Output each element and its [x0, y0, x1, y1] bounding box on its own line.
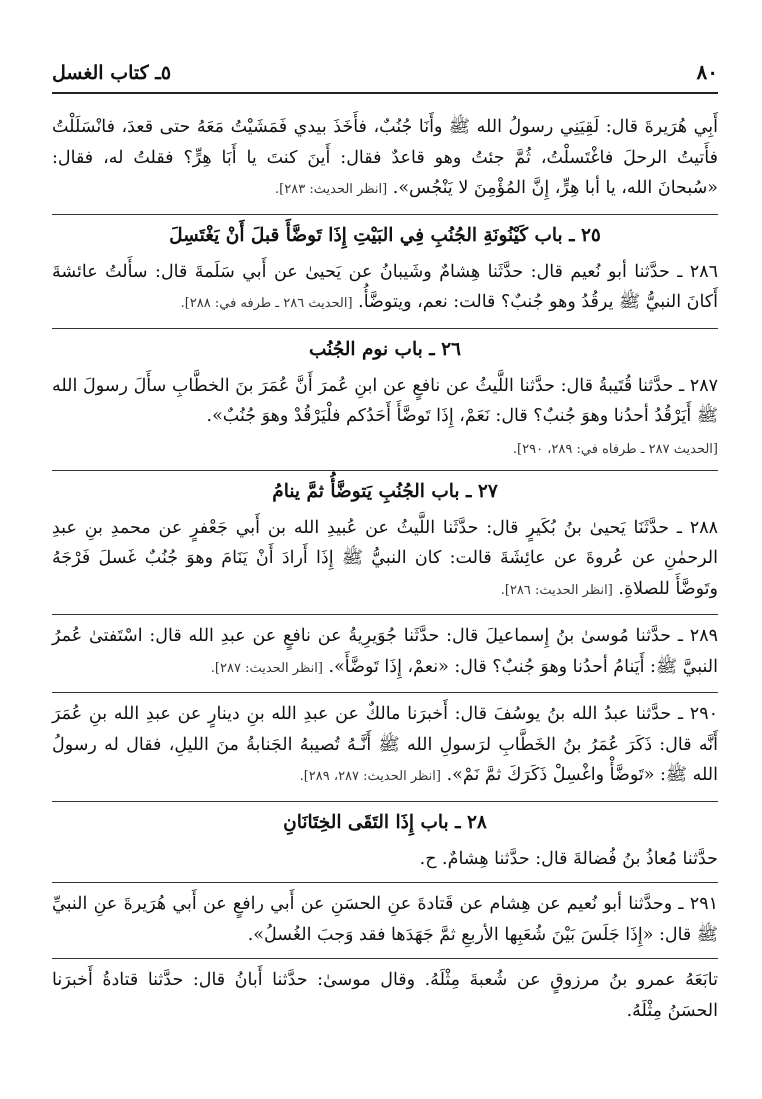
- chapter-title: ٥ـ كتاب الغسل: [52, 62, 172, 84]
- intro-paragraph: [52, 112, 718, 206]
- intro-ref: [انظر الحديث: ٢٨٣].: [275, 182, 388, 197]
- divider: [52, 328, 718, 329]
- hadith-289: [52, 621, 718, 684]
- hadith-291: ٢٩١ ـ وحدَّثنا أبو نُعيم عن هِشام عن قَتادةَ عنِ الحسَنِ عن أَبي رافعٍ عن أَبي هُرَيرةَ عنِ النبيِّ ﷺ قال: «إِذَا جَلَسَ بَيْنَ شُعَبِها الأربعِ ثمَّ جَهَدَها فقد وَجبَ الغُسلُ».: [52, 894, 718, 945]
- divider: [52, 614, 718, 615]
- hadith-287-text: ٢٨٧ ـ حدَّثنا قُتَيبةُ قال: حدَّثنا اللَّيثُ عن نافعٍ عن ابنِ عُمرَ أَنَّ عُمَرَ بنَ الخطَّابِ سأَلَ رسولَ الله ﷺ أَيَرْقُدُ أحدُنا وهوَ جُنبٌ؟ قال: نَعَمْ، إِذَا تَوضَّأَ أَحَدُكم فلْيَرْقُدْ وهوَ جُنُبٌ».: [52, 375, 718, 426]
- hadith-290-ref: [انظر الحديث: ٢٨٧، ٢٨٩].: [299, 769, 441, 784]
- section-heading-26: ٢٦ ـ باب نوم الجُنُب: [309, 338, 461, 360]
- hadith-289-ref: [انظر الحديث: ٢٨٧].: [210, 660, 323, 676]
- hadith-291-chain: حدَّثنا مُعاذُ بنُ فُضالةَ قال: حدَّثنا هِشامٌ. ح.: [419, 848, 718, 869]
- tabaa-paragraph: تابَعَهُ عمرو بنُ مرزوقٍ عن شُعبةَ مِثْلَهُ. وقال موسىٰ: حدَّثنا أَبانُ قال: حدَّثنا قتادةُ أَخبرَنا الحسَنُ مِثْلَهُ.: [52, 970, 718, 1021]
- hadith-288: [52, 513, 718, 607]
- divider: [52, 801, 718, 802]
- page-content: [52, 112, 718, 1032]
- divider: [52, 958, 718, 959]
- hadith-289-text: ٢٨٩ ـ حدَّثنا مُوسىٰ بنُ إِسماعيلَ قال: حدَّثَنا جُوَيرِيةُ عن نافعٍ عن عبدِ الله قال: اسْتَفتىٰ عُمرُ النبيَّ ﷺ: أَيَنامُ أحدُنا وهوَ جُنبٌ؟ قال: «نعمْ، إِذَا تَوضَّأَ».: [52, 626, 718, 677]
- section-heading-27: ٢٧ ـ باب الجُنُبِ يَتوضَّأُ ثمَّ ينامُ: [272, 480, 498, 502]
- hadith-288-ref: [انظر الحديث: ٢٨٦].: [500, 582, 613, 598]
- hadith-290: [52, 699, 718, 793]
- page-number: ٨٠: [696, 60, 718, 84]
- hadith-286-ref: [الحديث ٢٨٦ ـ طرفه في: ٢٨٨].: [180, 296, 353, 311]
- intro-text: أَبِي هُرَيرةَ قال: لَقِيَنِي رسولُ الله ﷺ وأَنَا جُنُبٌ، فأَخَذَ بيدي فَمَشَيْتُ مَعَهُ حتى قعدَ، فانْسَلَلْتُ فأَتيتُ الرحلَ فاغْتَسلْتُ، ثُمَّ جئتُ وهو قاعدٌ فقال: أَينَ كنتَ يا أَبَا هِرٍّ؟ فقلتُ له، فقال: «سُبحانَ الله، يا أبا هِرٍّ، إِنَّ المُؤْمِنَ لا يَنْجُس».: [52, 117, 718, 198]
- hadith-287-ref: [الحديث ٢٨٧ ـ طرفاه في: ٢٨٩، ٢٩٠].: [512, 441, 718, 457]
- section-heading-28: ٢٨ ـ باب إِذَا التَقَى الخِتَانَانِ: [283, 811, 487, 833]
- hadith-286: [52, 257, 718, 320]
- page-header: [52, 56, 718, 94]
- divider: [52, 882, 718, 883]
- section-heading-25: ٢٥ ـ باب كَيْنُونَةِ الجُنُبِ فِي البَيْتِ إِذَا تَوضَّأَ قبلَ أَنْ يَغْتَسِلَ: [169, 224, 601, 246]
- divider: [52, 692, 718, 693]
- hadith-288-text: ٢٨٨ ـ حدَّثَنَا يَحيىٰ بنُ بُكَيرٍ قال: حدَّثَنا اللَّيثُ عن عُبيدِ الله بن أَبي جَعْفرٍ عن محمدِ بنِ عبدِ الرحمٰنِ عن عُروةَ عن عائِشَةَ قالت: كان النبيُّ ﷺ إِذَا أَرادَ أَنْ يَنَامَ وهوَ جُنُبٌ غَسلَ فَرْجَهُ وتَوضَّأَ للصلاةِ.: [52, 517, 718, 599]
- hadith-290-text: ٢٩٠ ـ حدَّثنا عبدُ الله بنُ يوسُفَ قال: أَخبرَنا مالكٌ عن عبدِ الله بنِ دينارٍ عن عبدِ الله بنِ عُمَرَ أَنَّه قال: ذَكَرَ عُمَرُ بنُ الخَطَّابِ لرَسولِ الله ﷺ أَنَّـهُ تُصيبهُ الجَنابةُ منَ الليلِ، فقال له رسولُ الله ﷺ: «تَوضَّأْ واغْسِلْ ذَكَرَكَ ثمَّ نَمْ».: [52, 704, 718, 785]
- divider: [52, 470, 718, 471]
- hadith-287: [52, 371, 718, 432]
- divider: [52, 214, 718, 215]
- hadith-286-text: ٢٨٦ ـ حدَّثنا أبو نُعيم قال: حدَّثَنا هِشامٌ وشَيبانُ عن يَحيىٰ عن أَبي سَلَمةَ قال: سأَلتُ عائشةَ أَكانَ النبيُّ ﷺ يرقُدُ وهو جُنبٌ؟ قالت: نعم، ويتوضَّأُ.: [52, 261, 718, 312]
